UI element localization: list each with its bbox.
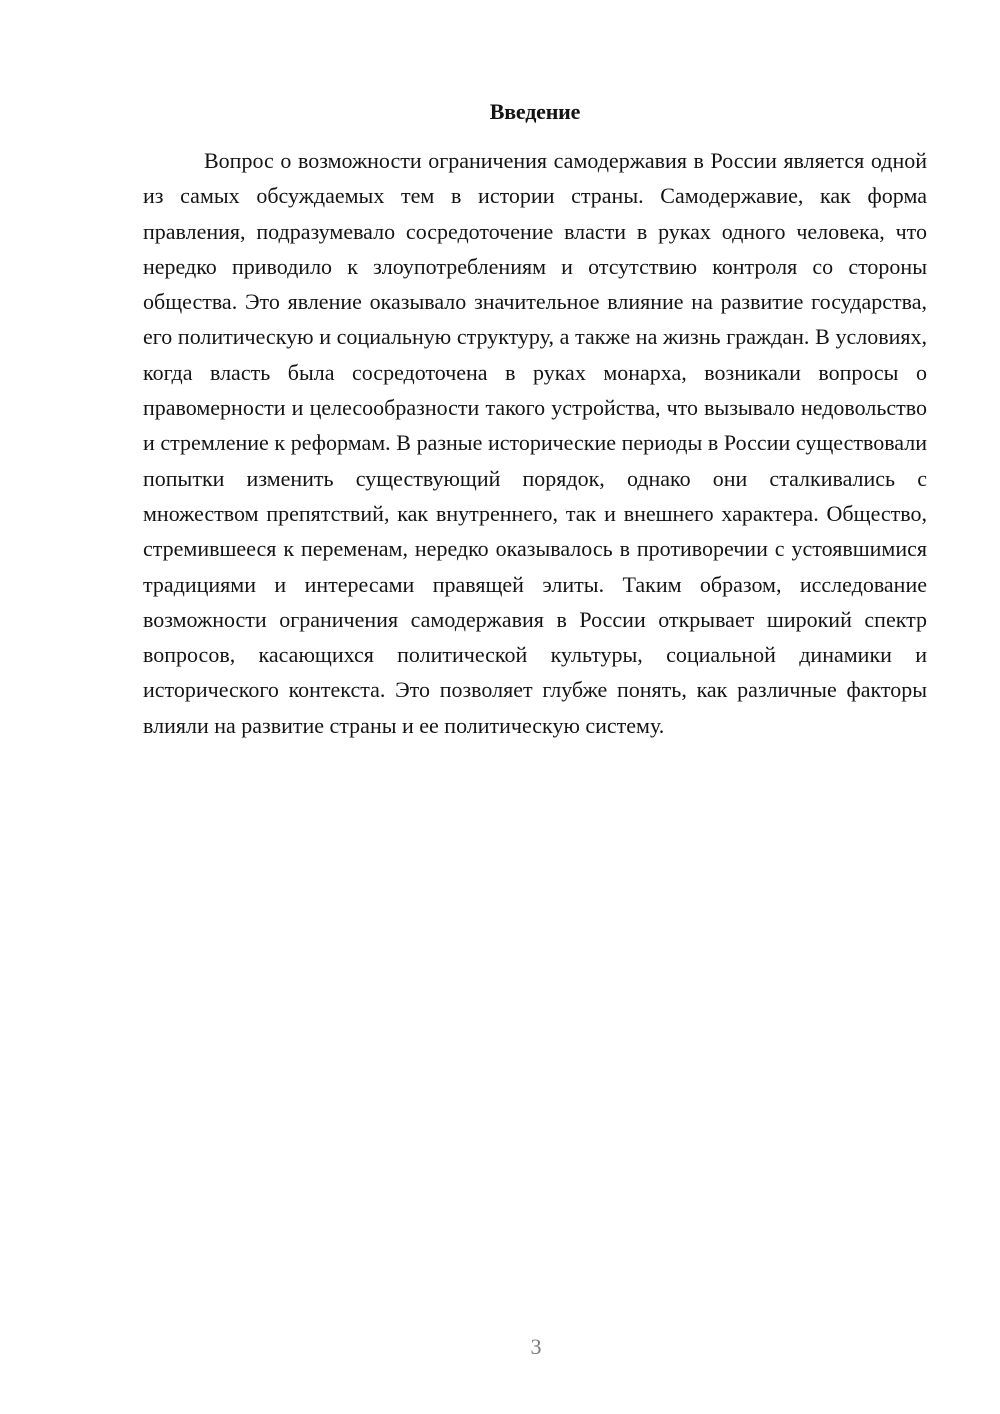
section-heading: Введение xyxy=(489,99,581,124)
body-paragraph: Вопрос о возможности ограничения самодержавия в России является одной из самых обсуждаемых тем в истории страны. Самодержавие, как форма правления, подразумевало сосредоточение власти в руках одного человека, что нередко приводило к злоупотреблениям и отсутствию контроля со стороны общества. Это явление оказывало значительное влияние на развитие государства, его политическую и социальную структуру, а также на жизнь граждан. В условиях, когда власть была сосредоточена в руках монарха, возникали вопросы о правомерности и целесообразности такого устройства, что вызывало недовольство и стремление к реформам. В разные исторические периоды в России существовали попытки изменить существующий порядок, однако они сталкивались с множеством препятствий, как внутреннего, так и внешнего характера. Общество, стремившееся к переменам, нередко оказывалось в противоречии с устоявшимися традициями и интересами правящей элиты. Таким образом, исследование возможности ограничения самодержавия в России открывает широкий спектр вопросов, касающихся политической культуры, социальной динамики и исторического контекста. Это позволяет глубже понять, как различные факторы влияли на развитие страны и ее политическую систему. xyxy=(143,148,927,738)
page-number: 3 xyxy=(530,1334,542,1359)
